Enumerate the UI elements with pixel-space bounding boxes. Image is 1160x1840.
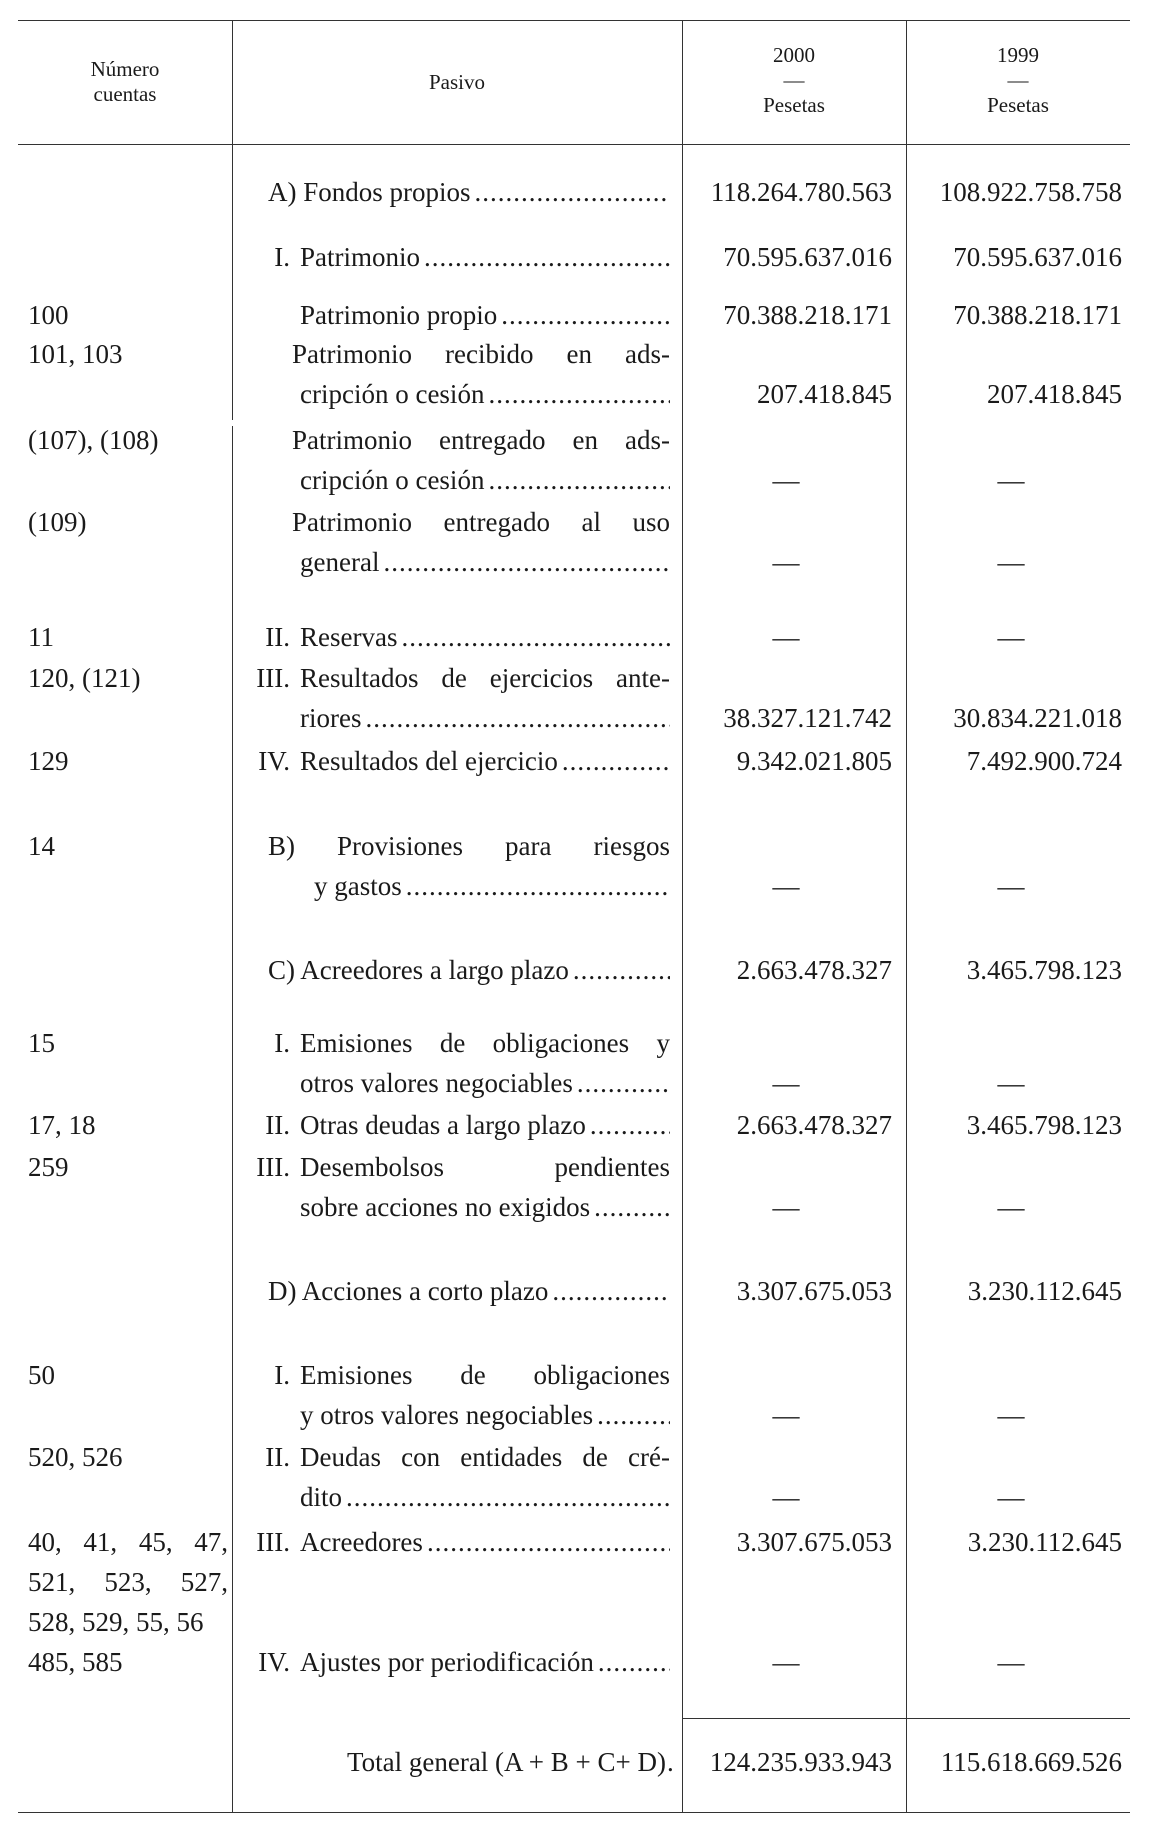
row-pp-label: Patrimonio propio ..... <box>232 295 670 335</box>
row-diii-2000: 3.307.675.053 <box>736 1527 892 1557</box>
row-pr-2000: 207.418.845 <box>757 379 892 409</box>
row-cii-label: II. Otras deudas a largo plazo ..... <box>232 1105 670 1145</box>
row-pr-label: Patrimonio recibido en ads- cripción o cesión ..... <box>232 334 670 414</box>
row-total-1999: 115.618.669.526 <box>940 1747 1122 1777</box>
row-total-label: Total general (A + B + C+ D) <box>347 1747 666 1777</box>
row-iii-2000: 38.327.121.742 <box>723 703 892 733</box>
row-ci-2000: — <box>772 1068 800 1098</box>
header-accounts: Número cuentas <box>90 57 160 106</box>
row-di-1999: — <box>997 1400 1025 1430</box>
row-pu-2000: — <box>772 547 800 577</box>
header-2000: 2000 — Pesetas <box>763 43 825 117</box>
row-a-label: A) Fondos propios ..... <box>232 172 670 212</box>
row-ciii-account: 259 <box>28 1152 69 1182</box>
row-ii-label: II. Reservas ..... <box>232 617 670 657</box>
row-a-1999: 108.922.758.758 <box>939 177 1122 207</box>
row-pr-account: 101, 103 <box>28 339 123 369</box>
row-ci-1999: — <box>997 1068 1025 1098</box>
row-ii-1999: — <box>997 622 1025 652</box>
row-pe-account: (107), (108) <box>28 425 159 455</box>
row-b-2000: — <box>772 871 800 901</box>
row-diii-1999: 3.230.112.645 <box>967 1527 1122 1557</box>
row-i-1999: 70.595.637.016 <box>953 242 1122 272</box>
row-dii-label: II. Deudas con entidades de cré- dito ..... <box>232 1437 670 1517</box>
row-iii-1999: 30.834.221.018 <box>953 703 1122 733</box>
row-di-account: 50 <box>28 1360 55 1390</box>
row-iv-2000: 9.342.021.805 <box>736 746 892 776</box>
row-dii-2000: — <box>772 1482 800 1512</box>
header-1999: 1999 — Pesetas <box>987 43 1049 117</box>
row-div-2000: — <box>772 1647 800 1677</box>
row-di-2000: — <box>772 1400 800 1430</box>
row-ii-2000: — <box>772 622 800 652</box>
row-cii-account: 17, 18 <box>28 1110 96 1140</box>
row-pu-1999: — <box>997 547 1025 577</box>
row-i-label: I. Patrimonio ..... <box>232 237 670 277</box>
row-iv-account: 129 <box>28 746 69 776</box>
row-d-1999: 3.230.112.645 <box>967 1276 1122 1306</box>
row-iii-label: III. Resultados de ejercicios ante- riores ..... <box>232 658 670 738</box>
row-b-1999: — <box>997 871 1025 901</box>
row-diii-account: 40, 41, 45, 47, 521, 523, 527, 528, 529, 55, 56 <box>28 1527 228 1637</box>
row-pe-1999: — <box>997 465 1025 495</box>
row-div-label: IV. Ajustes por periodificación ..... <box>232 1642 670 1682</box>
row-ciii-label: III. Desembolsos pendientes sobre acciones no exigidos ..... <box>232 1147 670 1227</box>
row-dii-account: 520, 526 <box>28 1442 123 1472</box>
row-pe-label: Patrimonio entregado en ads- cripción o cesión ..... <box>232 420 670 500</box>
row-c-label: C) Acreedores a largo plazo ..... <box>232 950 670 990</box>
row-ciii-2000: — <box>772 1192 800 1222</box>
row-ci-label: I. Emisiones de obligaciones y otros valores negociables ..... <box>232 1023 670 1103</box>
row-i-2000: 70.595.637.016 <box>723 242 892 272</box>
row-d-label: D) Acciones a corto plazo ..... <box>232 1271 670 1311</box>
bottom-rule <box>18 1812 1130 1813</box>
row-b-account: 14 <box>28 831 55 861</box>
header-rule <box>18 144 1130 145</box>
row-iv-1999: 7.492.900.724 <box>966 746 1122 776</box>
total-rule <box>682 1718 1130 1719</box>
row-b-label: B) Provisiones para riesgos y gastos ..... <box>232 826 670 906</box>
row-diii-label: III. Acreedores ..... <box>232 1522 670 1562</box>
row-c-2000: 2.663.478.327 <box>736 955 892 985</box>
row-pu-account: (109) <box>28 507 87 537</box>
row-cii-1999: 3.465.798.123 <box>966 1110 1122 1140</box>
row-pp-1999: 70.388.218.171 <box>953 300 1122 330</box>
row-c-1999: 3.465.798.123 <box>966 955 1122 985</box>
row-cii-2000: 2.663.478.327 <box>736 1110 892 1140</box>
row-total-dot: . <box>667 1747 674 1777</box>
row-pp-account: 100 <box>28 300 69 330</box>
row-iii-account: 120, (121) <box>28 663 141 693</box>
row-pp-2000: 70.388.218.171 <box>723 300 892 330</box>
row-pe-2000: — <box>772 465 800 495</box>
row-pu-label: Patrimonio entregado al uso general ..... <box>232 502 670 582</box>
header-description: Pasivo <box>428 70 485 94</box>
row-ii-account: 11 <box>28 622 54 652</box>
row-ci-account: 15 <box>28 1028 55 1058</box>
row-pr-1999: 207.418.845 <box>987 379 1122 409</box>
row-a-2000: 118.264.780.563 <box>710 177 892 207</box>
row-dii-1999: — <box>997 1482 1025 1512</box>
top-rule <box>18 20 1130 21</box>
row-iv-label: IV. Resultados del ejercicio ..... <box>232 741 670 781</box>
row-d-2000: 3.307.675.053 <box>736 1276 892 1306</box>
row-div-1999: — <box>997 1647 1025 1677</box>
row-ciii-1999: — <box>997 1192 1025 1222</box>
row-total-2000: 124.235.933.943 <box>709 1747 892 1777</box>
row-di-label: I. Emisiones de obligaciones y otros valores negociables ..... <box>232 1355 670 1435</box>
row-div-account: 485, 585 <box>28 1647 123 1677</box>
